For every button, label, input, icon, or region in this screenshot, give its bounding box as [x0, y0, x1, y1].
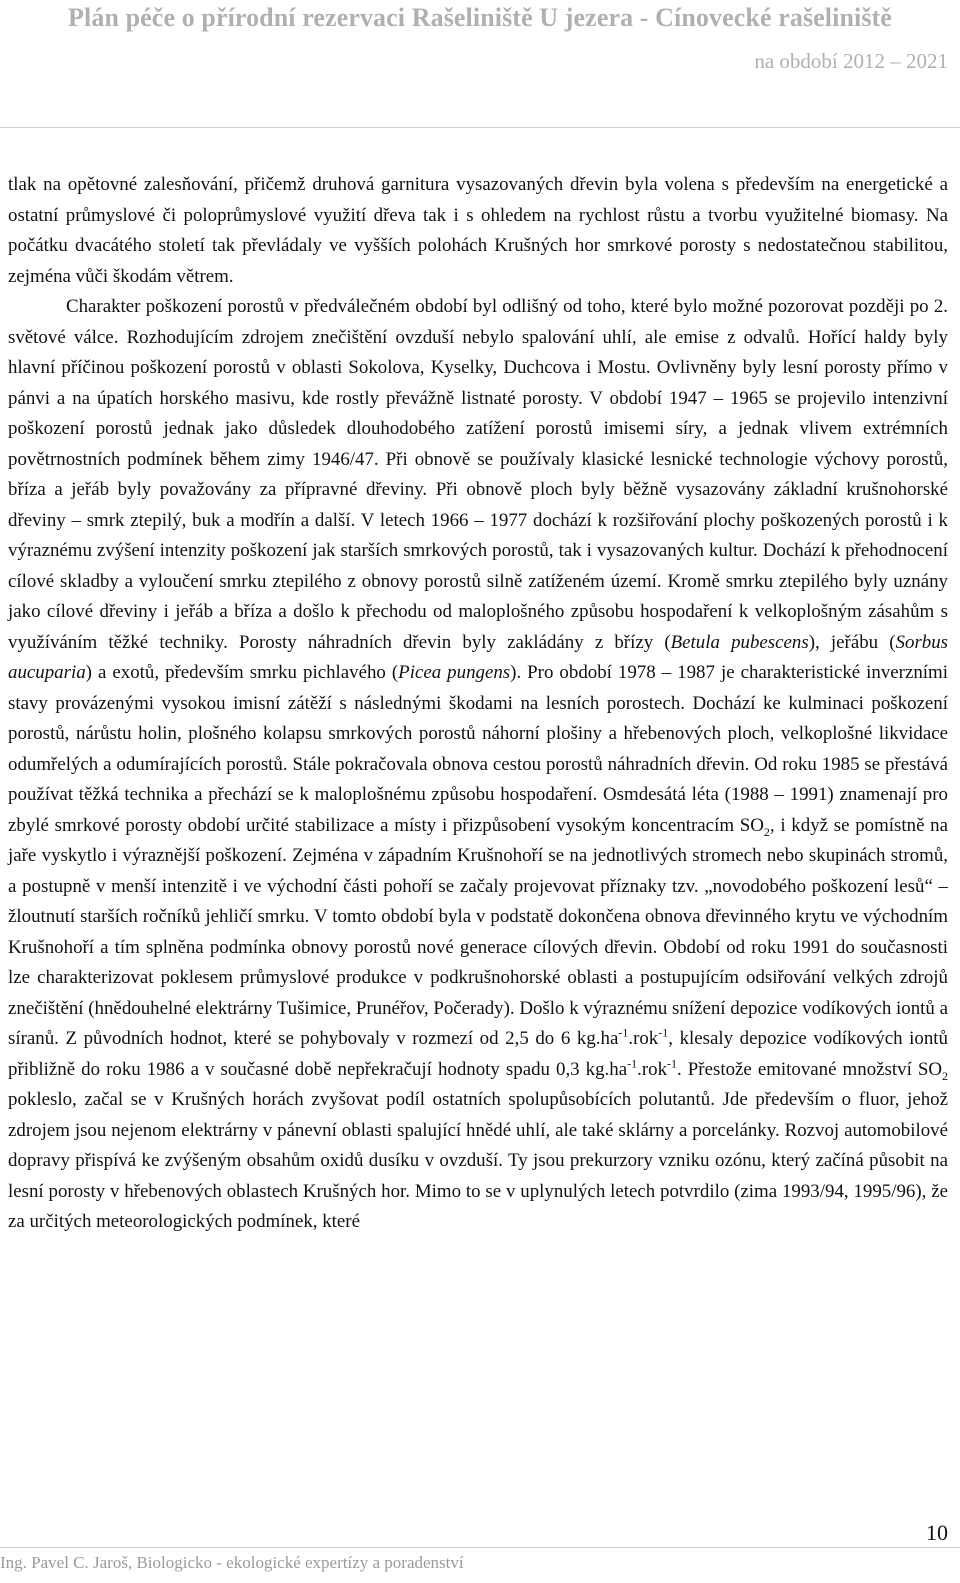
- species-betula: Betula pubescens: [670, 631, 809, 653]
- species-picea: Picea pungens: [398, 662, 511, 683]
- subscript-so2: 2: [942, 1068, 949, 1083]
- paragraph-2-text-a: Charakter poškození porostů v předválečném období byl odlišný od toho, které bylo možné pozorovat později po 2. světové válce. Rozhodujícím zdrojem znečištění ovzduší nebylo spalování uhlí, ale emise z odvalů. Hořící haldy byly hlavní příčinou poškození porostů v oblasti Sokolova, Kyselky, Duchcova i Mostu. Ovlivněny byly lesní porosty přímo v pánvi a na úpatích horského masivu, kde rostly převážně listnaté porosty. V období 1947 – 1965 se projevilo intenzivní poškození porostů jednak jako důsledek dlouhodobého zatížení porostů imisemi síry, a jednak vlivem extrémních povětrnostních podmínek během zimy 1946/47. Při obnově se používaly klasické lesnické technologie výchovy porostů, bříza a jeřáb byly považovány za přípravné dřeviny. Při obnově ploch byly běžně vysazovány základní krušnohorské dřeviny – smrk ztepilý, buk a modřín a další. V letech 1966 – 1977 dochází k rozšiřování plochy poškozených porostů i k výraznému zvýšení intenzity poškození jak starších smrkových porostů, tak i vysazovaných kultur. Dochází k přehodnocení cílové skladby a vyloučení smrku ztepilého z obnovy porostů silně zatíženém území. Kromě smrku ztepilého byly uznány jako cílové dřeviny i jeřáb a bříza a došlo k přechodu od maloplošného způsobu hospodaření k velkoplošným zásahům s využíváním těžké techniky. Porosty náhradních dřevin byly zakládány z břízy (: [8, 296, 948, 653]
- superscript-unit: -1: [667, 1056, 678, 1071]
- subscript-so2: 2: [763, 824, 770, 839]
- page-number: 10: [926, 1520, 948, 1545]
- paragraph-2-text-j: pokleslo, začal se v Krušných horách zvyšovat podíl ostatních spolupůsobících polutantů. Jde především o fluor, jehož zdrojem jsou nejenom elektrárny v pánevní oblasti spalující hnědé uhlí, ale také sklárny a porcelánky. Rozvoj automobilové dopravy přispívá ke zvýšeným obsahům oxidů dusíku v ovzduší. Ty jsou prekurzory vzniku ozónu, který začíná působit na lesní porosty v hřebenových oblastech Krušných hor. Mimo to se v uplynulých letech potvrdilo (zima 1993/94, 1995/96), že za určitých meteorologických podmínek, které: [8, 1089, 948, 1232]
- superscript-unit: -1: [658, 1025, 669, 1040]
- footer-author: Ing. Pavel C. Jaroš, Biologicko - ekologické expertízy a poradenství: [0, 1553, 464, 1572]
- document-body: [8, 170, 948, 1238]
- document-period: na období 2012 – 2021: [754, 49, 948, 73]
- paragraph-2-text-i: . Přestože emitované množství SO: [677, 1058, 943, 1080]
- species-sorbus: Sorbus aucuparia: [8, 631, 949, 683]
- paragraph-2-text-c: ) a exotů, především smrku pichlavého (: [85, 662, 399, 683]
- paragraph-2-text-e: , i když se pomístně na jaře vyskytlo i výraznější poškození. Zejména v západním Krušnohoří se na jednotlivých stromech nebo skupinách stromů, a postupně v menší intenzitě i ve východní části pohoří se začaly projevovat příznaky tzv. „novodobého poškození lesů“ – žloutnutí starších ročníků jehličí smrku. V tomto období byla v podstatě dokončena obnova dřevinného krytu ve východním Krušnohoří a tím splněna podmínka obnovy porostů nové generace cílových dřevin. Období od roku 1991 do současnosti lze charakterizovat poklesem průmyslové produkce v podkrušnohorské oblasti a postupujícím odsiřování velkých zdrojů znečištění (hnědouhelné elektrárny Tušimice, Prunéřov, Počerady). Došlo k výraznému snížení depozice vodíkových iontů a síranů. Z původních hodnot, které se pohybovaly v rozmezí od 2,5 do 6 kg.ha: [8, 814, 949, 1049]
- superscript-unit: -1: [627, 1056, 638, 1071]
- paragraph-2-text-g: , klesaly depozice vodíkových iontů přibližně do roku 1986 a v současné době nepřekračují hodnoty spadu 0,3 kg.ha: [8, 1028, 949, 1080]
- superscript-unit: -1: [618, 1025, 629, 1040]
- paragraph-2-text-f: .rok: [628, 1028, 659, 1049]
- paragraph-2: [8, 292, 948, 1238]
- paragraph-2-text-b: ), jeřábu (: [808, 631, 896, 653]
- header-divider: [0, 127, 960, 128]
- paragraph-2-text-d: ). Pro období 1978 – 1987 je charakteristické inverzními stavy provázenými vysokou imisní zátěží s následnými škodami na lesních porostech. Dochází ke kulminaci poškození porostů, nárůstu holin, plošného kolapsu smrkových porostů náhorní plošiny a hřebenových ploch, velkoplošné likvidace odumřelých a odumírajících porostů. Stále pokračovala obnova cestou porostů náhradních dřevin. Od roku 1985 se přestává používat těžká technika a přechází se k maloplošnému způsobu hospodaření. Osmdesátá léta (1988 – 1991) znamenají pro zbylé smrkové porosty období určité stabilizace a místy i přizpůsobení vysokým koncentracím SO: [8, 662, 948, 836]
- paragraph-1-text: tlak na opětovné zalesňování, přičemž druhová garnitura vysazovaných dřevin byla volena s především na energetické a ostatní průmyslové či poloprůmyslové využití dřeva tak i s ohledem na rychlost růstu a tvorbu využitelné biomasy. Na počátku dvacátého století tak převládaly ve vyšších polohách Krušných hor smrkové porosty s nedostatečnou stabilitou, zejména vůči škodám větrem.: [8, 174, 948, 287]
- paragraph-2-text-h: .rok: [637, 1058, 668, 1080]
- document-title: Plán péče o přírodní rezervaci Rašeliniště U jezera - Cínovecké rašeliniště: [68, 3, 892, 32]
- footer-divider: [0, 1547, 960, 1548]
- paragraph-1: [8, 170, 948, 292]
